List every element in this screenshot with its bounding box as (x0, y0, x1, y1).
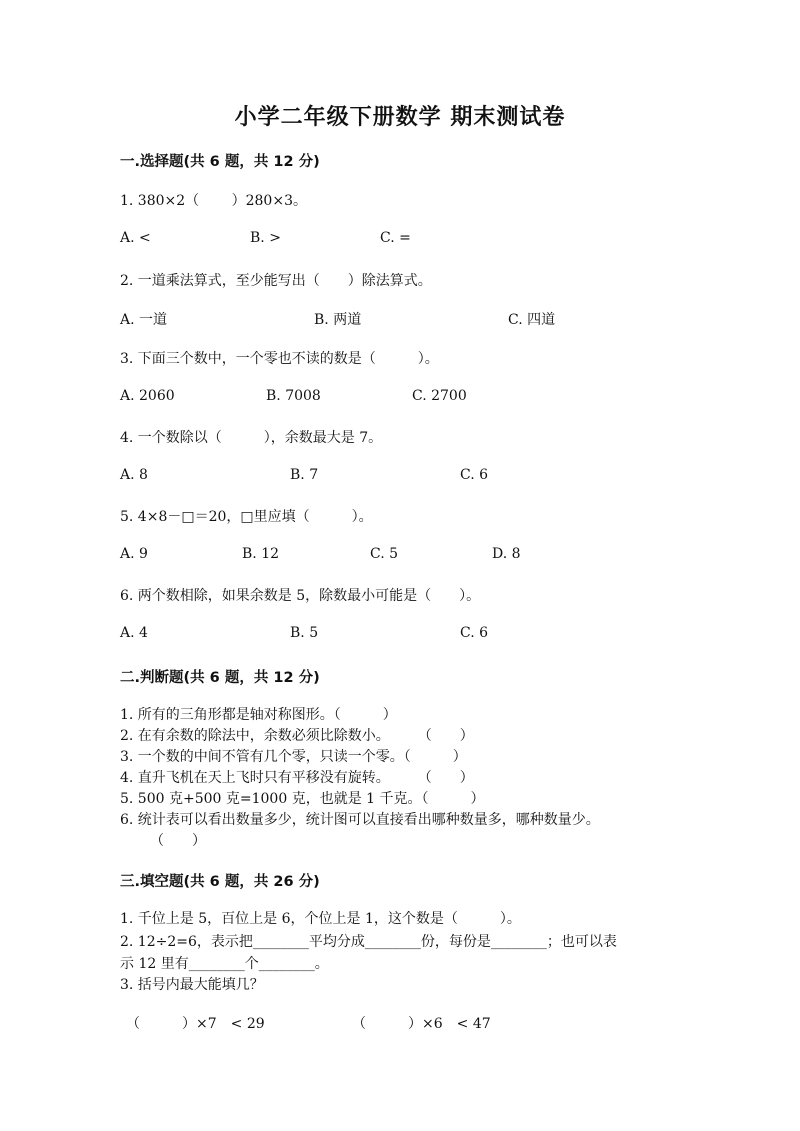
fill-question-3: 3. 括号内最大能填几？ (120, 977, 264, 993)
q5-option-d: D. 8 (492, 546, 521, 562)
q6-option-c: C. 6 (460, 625, 489, 641)
q5-option-b: B. 12 (242, 546, 280, 562)
q3-option-a: A. 2060 (120, 388, 175, 404)
q1-option-a: A. < (120, 230, 151, 246)
q2-option-a: A. 一道 (120, 312, 168, 328)
tf-statement-4: 4. 直升飞机在天上飞时只有平移没有旋转。 （ ） (120, 770, 474, 786)
tf-statement-6: 6. 统计表可以看出数量多少，统计图可以直接看出哪种数量多，哪种数量少。 (120, 812, 600, 828)
section-heading-fill-in: 三.填空题(共 6 题，共 26 分) (120, 874, 320, 890)
q2-option-b: B. 两道 (314, 312, 362, 328)
q2-option-c: C. 四道 (508, 312, 556, 328)
q4-option-b: B. 7 (290, 467, 319, 483)
q6-option-a: A. 4 (120, 625, 148, 641)
question-2: 2. 一道乘法算式，至少能写出（ ）除法算式。 (120, 273, 432, 289)
tf-statement-2: 2. 在有余数的除法中，余数必须比除数小。 （ ） (120, 728, 474, 744)
question-5: 5. 4×8－□＝20，□里应填（ ）。 (120, 509, 373, 525)
q4-option-c: C. 6 (460, 467, 489, 483)
q5-option-c: C. 5 (370, 546, 399, 562)
q3-option-b: B. 7008 (266, 388, 321, 404)
tf-statement-6-blank: （ ） (150, 833, 206, 849)
section-heading-true-false: 二.判断题(共 6 题，共 12 分) (120, 670, 320, 686)
tf-statement-1: 1. 所有的三角形都是轴对称图形。（ ） (120, 707, 397, 723)
q1-option-b: B. > (250, 230, 281, 246)
question-3: 3. 下面三个数中，一个零也不读的数是（ ）。 (120, 351, 439, 367)
question-1: 1. 380×2（ ）280×3。 (120, 193, 307, 209)
q4-option-a: A. 8 (120, 467, 148, 483)
fill-q3-blank-1: （ ）×7 < 29 (126, 1016, 265, 1032)
q1-option-c: C. = (380, 230, 411, 246)
q3-option-c: C. 2700 (412, 388, 467, 404)
q6-option-b: B. 5 (290, 625, 319, 641)
fill-question-2: 2. 12÷2=6，表示把________平均分成________份，每份是________；也可以表 (120, 934, 617, 950)
page-title: 小学二年级下册数学 期末测试卷 (234, 105, 566, 130)
question-6: 6. 两个数相除，如果余数是 5，除数最小可能是（ ）。 (120, 588, 481, 604)
section-heading-multiple-choice: 一.选择题(共 6 题，共 12 分) (120, 154, 320, 170)
tf-statement-3: 3. 一个数的中间不管有几个零，只读一个零。（ ） (120, 749, 467, 765)
question-4: 4. 一个数除以（ ），余数最大是 7。 (120, 430, 383, 446)
fill-q3-blank-2: （ ）×6 < 47 (352, 1016, 491, 1032)
fill-question-2-cont: 示 12 里有________个________。 (120, 956, 329, 972)
fill-question-1: 1. 千位上是 5，百位上是 6，个位上是 1，这个数是（ ）。 (120, 911, 521, 927)
tf-statement-5: 5. 500 克+500 克=1000 克，也就是 1 千克。（ ） (120, 791, 485, 807)
q5-option-a: A. 9 (120, 546, 148, 562)
